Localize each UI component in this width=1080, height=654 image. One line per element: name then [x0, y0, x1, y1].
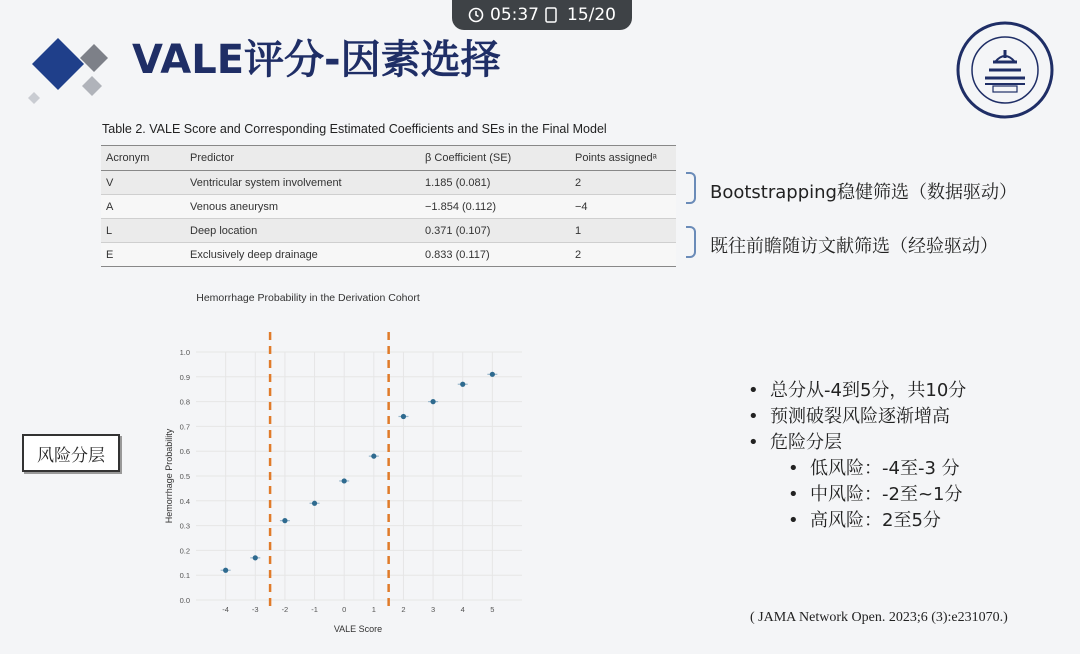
- data-point: [253, 555, 258, 560]
- cell-predictor: Exclusively deep drainage: [185, 243, 420, 267]
- y-tick-label: 0.7: [179, 422, 190, 432]
- cell-points: 2: [570, 171, 676, 195]
- col-points: Points assignedᵃ: [570, 146, 676, 171]
- x-tick-label: 1: [371, 605, 376, 614]
- cell-acronym: A: [101, 195, 185, 219]
- x-tick-label: 0: [342, 605, 347, 614]
- page-counter: 15/20: [567, 5, 616, 25]
- chart-y-ticks: [180, 348, 190, 605]
- data-point: [312, 501, 317, 506]
- chart-grid: [196, 352, 522, 600]
- cell-points: 1: [570, 219, 676, 243]
- reference-citation: ( JAMA Network Open. 2023;6 (3):e231070.): [750, 610, 1008, 625]
- table-row: [101, 195, 676, 219]
- data-point: [371, 454, 376, 459]
- note-experience-driven: 既往前瞻随访文献筛选（经验驱动）: [710, 236, 998, 257]
- y-tick-label: 0.9: [179, 372, 190, 382]
- recording-bar: [452, 0, 632, 30]
- cell-coefficient: 0.371 (0.107): [420, 219, 570, 243]
- table-row: [101, 243, 676, 267]
- decorative-diamonds-icon: [22, 30, 122, 110]
- hemorrhage-probability-chart: [150, 282, 530, 642]
- data-point: [342, 478, 347, 483]
- data-point: [490, 372, 495, 377]
- y-tick-label: 0.3: [179, 521, 190, 531]
- cell-coefficient: −1.854 (0.112): [420, 195, 570, 219]
- x-tick-label: 4: [460, 605, 465, 614]
- x-tick-label: 2: [401, 605, 406, 614]
- hospital-logo-icon: [955, 20, 1055, 120]
- cell-predictor: Ventricular system involvement: [185, 171, 420, 195]
- note-data-driven: Bootstrapping稳健筛选（数据驱动）: [710, 182, 1017, 203]
- data-point: [282, 518, 287, 523]
- y-tick-label: 1.0: [179, 348, 190, 357]
- y-tick-label: 0.4: [179, 496, 190, 506]
- x-tick-label: -1: [311, 605, 318, 614]
- cell-points: 2: [570, 243, 676, 267]
- y-tick-label: 0.5: [179, 472, 190, 481]
- x-tick-label: 3: [431, 605, 436, 614]
- x-tick-label: -3: [251, 605, 259, 614]
- brace-data-driven: [686, 172, 696, 204]
- elapsed-time: 05:37: [490, 5, 539, 25]
- x-tick-label: 5: [490, 605, 495, 614]
- clock-icon: [468, 7, 484, 23]
- col-predictor: Predictor: [185, 146, 420, 171]
- cell-acronym: E: [101, 243, 185, 267]
- page-icon: [545, 7, 561, 23]
- chart-cutoff-lines: [270, 332, 389, 610]
- table-row: [101, 171, 676, 195]
- list-subitem: • 高风险：2至5分: [788, 510, 941, 531]
- col-coefficient: β Coefficient (SE): [420, 146, 570, 171]
- x-tick-label: -2: [281, 605, 289, 614]
- table-caption: Table 2. VALE Score and Corresponding Estimated Coefficients and SEs in the Final Model: [102, 122, 607, 136]
- brace-experience-driven: [686, 226, 696, 258]
- y-tick-label: 0.8: [179, 397, 190, 407]
- list-item: • 预测破裂风险逐渐增高: [748, 406, 950, 427]
- chart-x-ticks: [222, 605, 494, 614]
- cell-points: −4: [570, 195, 676, 219]
- cell-acronym: L: [101, 219, 185, 243]
- x-tick-label: -4: [222, 605, 229, 614]
- cell-coefficient: 0.833 (0.117): [420, 243, 570, 267]
- cell-predictor: Venous aneurysm: [185, 195, 420, 219]
- cell-predictor: Deep location: [185, 219, 420, 243]
- list-item: • 危险分层: [748, 432, 842, 453]
- slide-title: VALE评分-因素选择: [132, 37, 501, 83]
- y-tick-label: 0.2: [179, 546, 190, 556]
- list-subitem: • 中风险：-2至~1分: [788, 484, 963, 505]
- y-tick-label: 0.0: [179, 596, 190, 605]
- chart-x-label: VALE Score: [333, 624, 383, 634]
- coefficient-table: [101, 145, 676, 267]
- table-header-row: [101, 146, 676, 171]
- data-point: [430, 399, 435, 404]
- data-point: [223, 568, 228, 573]
- summary-list: [748, 378, 966, 534]
- risk-stratification-label: 风险分层: [22, 434, 120, 472]
- col-acronym: Acronym: [101, 146, 185, 171]
- chart-title: Hemorrhage Probability in the Derivation Cohort: [196, 292, 420, 304]
- cell-acronym: V: [101, 171, 185, 195]
- y-tick-label: 0.6: [179, 447, 190, 457]
- list-subitem: • 低风险：-4至-3 分: [788, 458, 960, 479]
- y-tick-label: 0.1: [179, 571, 190, 581]
- data-point: [460, 382, 465, 387]
- chart-y-label: Hemorrhage Probability: [164, 428, 174, 524]
- cell-coefficient: 1.185 (0.081): [420, 171, 570, 195]
- list-item: • 总分从-4到5分，共10分: [748, 380, 967, 401]
- table-row: [101, 219, 676, 243]
- data-point: [401, 414, 406, 419]
